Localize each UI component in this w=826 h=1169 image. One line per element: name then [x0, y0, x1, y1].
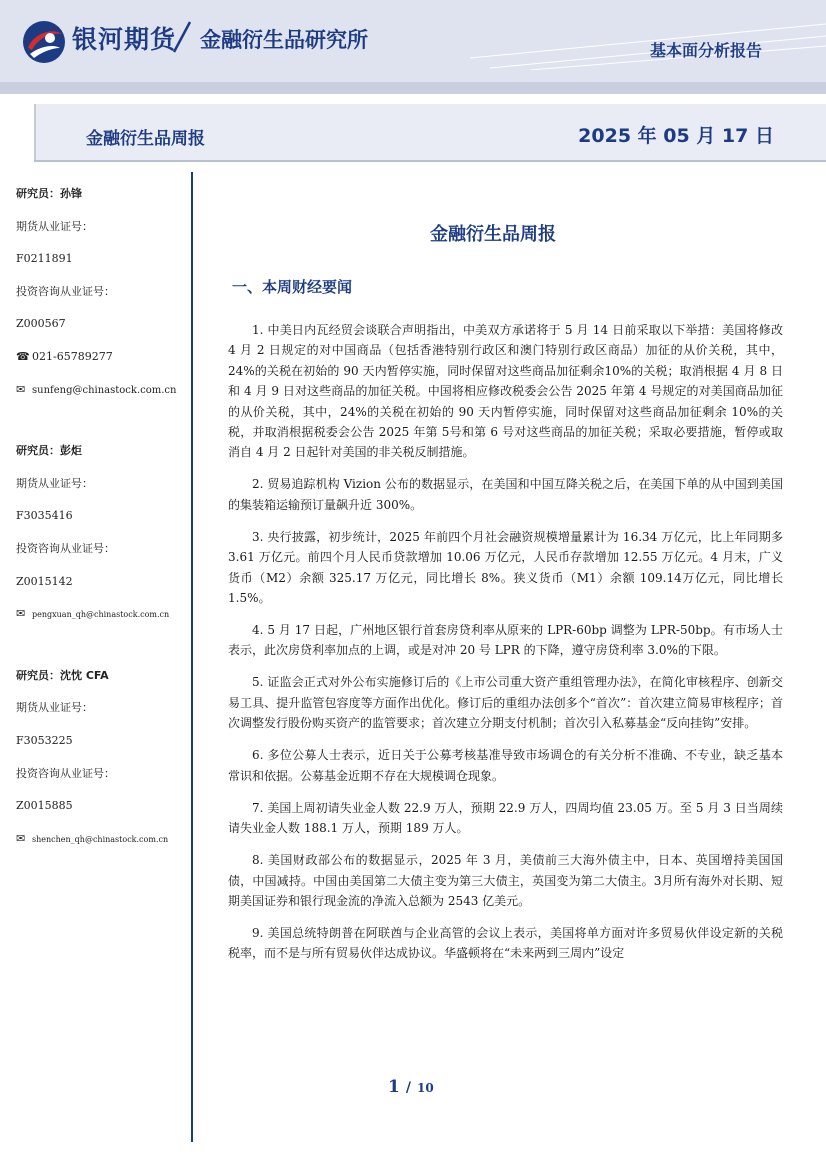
- futures-license-label: 期货从业证号：: [16, 701, 93, 715]
- phone-icon: ☎: [16, 349, 30, 363]
- title-bar-underline: [34, 160, 826, 162]
- envelope-icon: ✉: [16, 831, 26, 845]
- institute-name: 金融衍生品研究所: [200, 28, 368, 52]
- email-address[interactable]: sunfeng@chinastock.com.cn: [32, 384, 177, 396]
- email-address[interactable]: shenchen_qh@chinastock.com.cn: [32, 834, 169, 844]
- analyst-name: 研究员：沈忱 CFA: [16, 668, 109, 682]
- phone-row: [16, 351, 188, 384]
- email-address[interactable]: pengxuan_qh@chinastock.com.cn: [32, 610, 170, 620]
- email-row: [16, 384, 188, 417]
- futures-license-id: F3053225: [16, 733, 73, 747]
- news-paragraph: 5. 证监会正式对外公布实施修订后的《上市公司重大资产重组管理办法》，在简化审核程序、创新交易工具、提升监管包容度等方面作出优化。修订后的重组办法创多个“首次”：首次建立简易审核程序；首次调整发行股份购买资产的监管要求；首次建立分期支付机制；首次引入私募基金“反向挂钩”安排。: [228, 675, 783, 731]
- news-paragraph: 1. 中美日内瓦经贸会谈联合声明指出，中美双方承诺将于 5 月 14 日前采取以下举措：美国将修改 4 月 2 日规定的对中国商品（包括香港特别行政区和澳门特别行政区商品）加征的从价关税，其中，24%的关税在初始的 90 天内暂停实施，同时保留对这些商品加征剩余10%的关税；取消根据 4 月 8 日和 4 月 9 日对这些商品的加征关税。中国将相应修改税委会公告 2025 年第 4 号规定的对美国商品加征的从价关税，其中，24%的关税在初始的 90 天内暂停实施，同时保留对这些商品加征剩余 10%的关税，并取消根据税委会公告 2025 年第 5号和第 6 号对这些商品的加征关税；采取必要措施，暂停或取消自 4 月 2 日起针对美国的非关税反制措施。: [228, 323, 783, 460]
- report-title: 金融衍生品周报: [86, 129, 205, 149]
- news-list: [228, 320, 783, 975]
- analyst-card: [16, 445, 188, 641]
- report-date: 2025 年 05 月 17 日: [578, 125, 774, 147]
- invest-license-id: Z000567: [16, 317, 66, 331]
- news-paragraph: 2. 贸易追踪机构 Vizion 公布的数据显示，在美国和中国互降关税之后，在美国下单的从中国到美国的集装箱运输预订量飙升近 300%。: [228, 477, 783, 512]
- sidebar-divider: [191, 172, 193, 1142]
- phone-number: 021-65789277: [32, 349, 113, 363]
- futures-license-id: F0211891: [16, 252, 73, 266]
- invest-license-label: 投资咨询从业证号：: [16, 284, 115, 298]
- header-stripe: [0, 82, 826, 94]
- galaxy-logo-icon: [20, 18, 68, 66]
- news-paragraph: 7. 美国上周初请失业金人数 22.9 万人，预期 22.9 万人，四周均值 23.05 万。至 5 月 3 日当周续请失业金人数 188.1 万人，预期 189 万人。: [228, 800, 783, 836]
- page-separator: /: [405, 1080, 411, 1096]
- futures-license-label: 期货从业证号：: [16, 476, 93, 490]
- futures-license-label: 期货从业证号：: [16, 219, 93, 233]
- news-paragraph: 8. 美国财政部公布的数据显示，2025 年 3 月，美债前三大海外债主中，日本、英国增持美国国债，中国减持。中国由美国第二大债主变为第三大债主，英国变为第二大债主。3月所有海外对长期、短期美国证券和银行现金流的净流入总额为 2543 亿美元。: [228, 853, 783, 908]
- analyst-name: 研究员：孙锋: [16, 187, 82, 200]
- news-paragraph: 3. 央行披露，初步统计，2025 年前四个月社会融资规模增量累计为 16.34 万亿元，比上年同期多 3.61 万亿元。前四个月人民币贷款增加 10.06 万亿元，人民币存款增加 12.55 万亿元。4 月末，广义货币（M2）余额 325.17 万亿元，同比增长 8%。狭义货币（M1）余额 109.14万亿元，同比增长 1.5%。: [228, 529, 783, 606]
- section-title: 一、本周财经要闻: [232, 278, 353, 296]
- main-content: [200, 220, 783, 961]
- email-row: [16, 833, 188, 866]
- total-pages: 10: [416, 1081, 434, 1095]
- analyst-name: 研究员：彭炬: [16, 444, 82, 458]
- invest-license-label: 投资咨询从业证号：: [16, 541, 115, 555]
- report-type: 基本面分析报告: [649, 41, 762, 60]
- envelope-icon: ✉: [16, 382, 26, 396]
- analyst-card: [16, 188, 188, 416]
- news-paragraph: 9. 美国总统特朗普在阿联酋与企业高管的会议上表示，美国将单方面对许多贸易伙伴设定新的关税税率，而不是与所有贸易伙伴达成协议。华盛顿将在“未来两到三周内”设定: [228, 925, 783, 961]
- current-page: 1: [388, 1077, 400, 1097]
- invest-license-id: Z0015142: [16, 574, 73, 588]
- news-paragraph: 6. 多位公募人士表示，近日关于公募考核基准导致市场调仓的有关分析不准确、不专业，缺乏基本常识和依据。公募基金近期不存在大规模调仓现象。: [228, 748, 783, 783]
- email-row: [16, 608, 188, 641]
- slash-divider: [170, 20, 192, 54]
- invest-license-id: Z0015885: [16, 799, 73, 813]
- futures-license-id: F3035416: [16, 509, 73, 523]
- analyst-card: [16, 670, 188, 866]
- header-decorative-lines: [470, 20, 826, 70]
- envelope-icon: ✉: [16, 607, 26, 621]
- document-title: 金融衍生品周报: [430, 224, 556, 245]
- news-paragraph: 4. 5 月 17 日起，广州地区银行首套房贷利率从原来的 LPR-60bp 调整为 LPR-50bp。有市场人士表示，此次房贷利率加点的上调，或是对冲 20 号 LPR 的下降，遵守房贷利率 3.0%的下限。: [228, 623, 783, 658]
- analyst-sidebar: [16, 188, 188, 894]
- invest-license-label: 投资咨询从业证号：: [16, 766, 115, 780]
- page-indicator: [388, 1077, 434, 1097]
- brand-name: 银河期货: [72, 25, 177, 54]
